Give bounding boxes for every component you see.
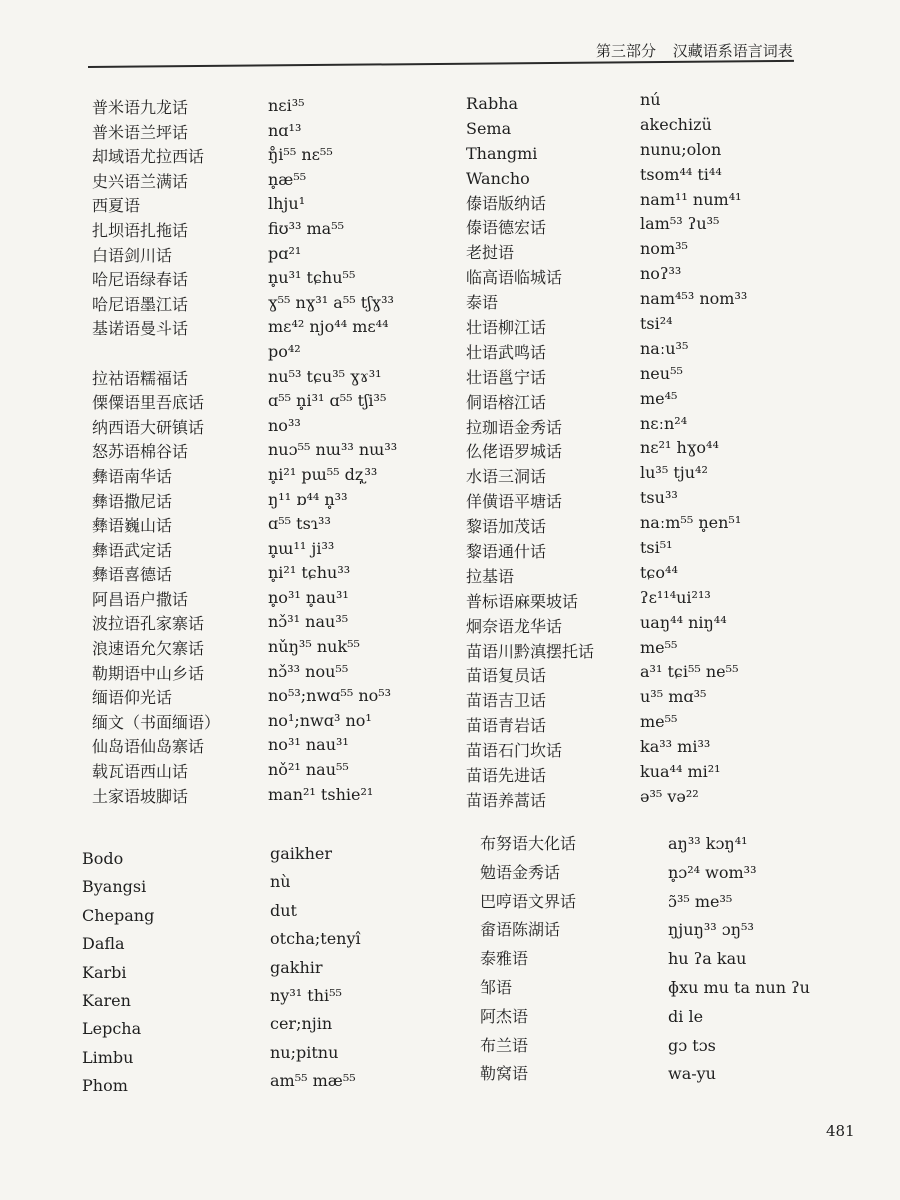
table-cell: akechizü: [640, 114, 712, 134]
table-cell: 仫佬语罗城话: [466, 442, 563, 462]
table-cell: 佯僙语平塘话: [466, 492, 563, 512]
table-cell: nu;pitnu: [270, 1042, 339, 1062]
table-cell: 拉珈语金秀话: [466, 417, 563, 437]
table-cell: 勒期语中山乡话: [92, 663, 205, 683]
table-cell: 炯奈语龙华话: [466, 616, 563, 636]
table-cell: 黎语加茂话: [466, 517, 547, 537]
table-cell: ŋ̊i⁵⁵ nɛ⁵⁵: [268, 145, 333, 165]
table-cell: 泰语: [466, 293, 499, 313]
table-cell: 彝语喜德话: [92, 565, 173, 585]
table-cell: 哈尼语墨江话: [92, 294, 189, 314]
table-cell: Phom: [82, 1076, 128, 1096]
table-cell: u³⁵ mɑ³⁵: [640, 687, 707, 707]
page-header: [596, 40, 816, 61]
lower-left-names-column: [82, 845, 154, 1101]
table-cell: 布努语大化话: [480, 834, 577, 853]
table-cell: hu ʔa kau: [668, 949, 747, 969]
table-cell: Rabha: [466, 94, 519, 113]
table-cell: Sema: [466, 118, 512, 138]
table-cell: kua⁴⁴ mi²¹: [640, 762, 721, 782]
table-cell: ɸxu mu ta nun ʔu: [668, 977, 810, 997]
right-forms-column: [640, 88, 747, 810]
table-cell: ɔ̃³⁵ me³⁵: [668, 891, 733, 911]
table-cell: 阿杰语: [480, 1006, 529, 1026]
table-cell: ŋjuŋ³³ ɔŋ⁵³: [668, 920, 754, 940]
table-cell: no³¹ nau³¹: [268, 735, 349, 755]
table-cell: 史兴语兰满话: [92, 171, 189, 191]
table-cell: Limbu: [82, 1047, 134, 1067]
table-cell: naːm⁵⁵ n̥en⁵¹: [640, 513, 742, 533]
table-cell: gɔ tɔs: [668, 1035, 716, 1055]
table-cell: ny³¹ thi⁵⁵: [270, 985, 342, 1005]
table-cell: 布兰语: [480, 1035, 529, 1055]
table-cell: 却域语尤拉西话: [92, 147, 205, 167]
table-cell: aŋ³³ kɔŋ⁴¹: [668, 834, 748, 853]
table-cell: 泰雅语: [480, 949, 529, 969]
table-cell: 傈僳语里吾底话: [92, 393, 205, 413]
page-number: 481: [826, 1122, 855, 1140]
table-cell: man²¹ tshie²¹: [268, 784, 374, 804]
table-cell: Karen: [82, 990, 131, 1010]
table-cell: nɛːn²⁴: [640, 413, 688, 433]
right-names-column: [466, 92, 594, 814]
table-cell: 彝语巍山话: [92, 516, 173, 536]
table-cell: nam⁴⁵³ nom³³: [640, 289, 748, 309]
table-cell: am⁵⁵ mæ⁵⁵: [270, 1071, 356, 1091]
table-cell: 壮语柳江话: [466, 318, 547, 338]
table-cell: lu³⁵ tju⁴²: [640, 463, 708, 483]
table-cell: no⁵³;nwɑ⁵⁵ no⁵³: [268, 686, 392, 706]
table-cell: Dafla: [82, 934, 125, 954]
table-cell: nù: [270, 872, 291, 892]
table-cell: 苗语青岩话: [466, 716, 547, 736]
table-cell: no¹;nwɑ³ no¹: [268, 710, 372, 730]
table-cell: 苗语养蒿话: [466, 790, 547, 810]
table-cell: a³¹ tɕi⁵⁵ ne⁵⁵: [640, 662, 739, 682]
table-cell: me⁵⁵: [640, 712, 678, 732]
table-cell: 土家语坡脚话: [92, 786, 189, 806]
table-cell: Bodo: [82, 849, 124, 868]
table-cell: nɔ̌³³ nou⁵⁵: [268, 661, 349, 681]
table-cell: 纳西语大研镇话: [92, 417, 205, 437]
table-cell: 苗语吉卫话: [466, 691, 547, 711]
table-cell: 普米语九龙话: [92, 98, 189, 117]
table-cell: nǔŋ³⁵ nuk⁵⁵: [268, 637, 360, 657]
table-cell: nu⁵³ tɕu³⁵ ɣɤ³¹: [268, 366, 382, 386]
table-cell: noʔ³³: [640, 264, 682, 284]
table-cell: n̥i²¹ pɯ⁵⁵ dʐ̩³³: [268, 464, 378, 484]
table-cell: 临高语临城话: [466, 268, 563, 288]
table-cell: 畲语陈湖话: [480, 920, 561, 940]
table-cell: 浪速语允欠寨话: [92, 639, 205, 659]
table-cell: 拉祜语糯福话: [92, 368, 189, 388]
table-cell: 傣语德宏话: [466, 218, 547, 238]
table-cell: ʔɛ¹¹⁴ui²¹³: [640, 587, 711, 607]
table-cell: me⁵⁵: [640, 637, 678, 657]
table-cell: ŋ¹¹ ɒ⁴⁴ n̥³³: [268, 489, 348, 509]
table-cell: 苗语石门坎话: [466, 741, 563, 761]
table-cell: n̥o³¹ n̥au³¹: [268, 587, 349, 607]
table-cell: otcha;tenyî: [270, 929, 361, 949]
header-title: 汉藏语系语言词表: [672, 42, 793, 60]
table-cell: 苗语先进话: [466, 766, 547, 786]
table-cell: 基诺语曼斗话: [92, 319, 189, 339]
table-cell: n̥ɯ¹¹ ji³³: [268, 538, 335, 558]
table-cell: no³³: [268, 415, 301, 435]
table-cell: 哈尼语绿春话: [92, 270, 189, 290]
table-cell: nɔ̌³¹ nau³⁵: [268, 612, 349, 632]
table-cell: tɕo⁴⁴: [640, 562, 678, 582]
table-cell: 壮语邕宁话: [466, 367, 547, 387]
table-cell: 缅语仰光话: [92, 688, 173, 708]
table-cell: lhju¹: [268, 194, 306, 214]
table-cell: 拉基语: [466, 566, 515, 586]
table-cell: nunu;olon: [640, 139, 722, 159]
table-cell: nú: [640, 90, 661, 109]
table-cell: 彝语武定话: [92, 540, 173, 560]
table-cell: wa-yu: [668, 1064, 716, 1084]
lower-right-names-column: [480, 830, 576, 1089]
table-cell: 缅文（书面缅语）: [92, 712, 221, 732]
table-cell: fiʊ³³ ma⁵⁵: [268, 218, 345, 238]
table-cell: n̥u³¹ tɕhu⁵⁵: [268, 268, 356, 288]
table-cell: 怒苏语棉谷话: [92, 442, 189, 462]
table-cell: gakhir: [270, 957, 323, 977]
table-cell: nɛ²¹ hɣo⁴⁴: [640, 438, 719, 458]
table-cell: Chepang: [82, 905, 155, 925]
table-cell: 壮语武鸣话: [466, 342, 547, 362]
table-cell: 苗语川黔滇摆托话: [466, 641, 595, 661]
table-cell: nam¹¹ num⁴¹: [640, 189, 742, 209]
table-cell: ɣ⁵⁵ nɣ³¹ a⁵⁵ tʃɣ³³: [268, 292, 394, 312]
header-part: 第三部分: [596, 42, 657, 60]
table-cell: tsom⁴⁴ ti⁴⁴: [640, 164, 722, 184]
table-cell: dut: [270, 900, 297, 920]
table-cell: 普米语兰坪话: [92, 122, 189, 142]
table-cell: gaikher: [270, 844, 333, 863]
table-cell: tsi²⁴: [640, 314, 673, 334]
table-cell: 仙岛语仙岛寨话: [92, 737, 205, 757]
table-cell: 勉语金秀话: [480, 862, 561, 882]
table-cell: 载瓦语西山话: [92, 762, 189, 782]
table-cell: tsi⁵¹: [640, 538, 673, 558]
table-cell: lam⁵³ ʔu³⁵: [640, 214, 720, 234]
table-cell: nǒ²¹ nau⁵⁵: [268, 760, 349, 780]
table-cell: 侗语榕江话: [466, 392, 547, 412]
table-cell: 傣语版纳话: [466, 193, 547, 213]
table-cell: n̥ɔ²⁴ wom³³: [668, 862, 757, 882]
table-cell: 扎坝语扎拖话: [92, 220, 189, 240]
table-cell: 苗语复员话: [466, 666, 547, 686]
header-rule: [88, 60, 794, 68]
table-cell: di le: [668, 1006, 704, 1026]
table-cell: n̥i²¹ tɕhu³³: [268, 563, 351, 583]
table-cell: Lepcha: [82, 1019, 142, 1039]
table-cell: Thangmi: [466, 143, 538, 163]
table-cell: pɑ²¹: [268, 243, 302, 263]
table-cell: nuɔ⁵⁵ nɯ³³ nɯ³³: [268, 440, 398, 460]
table-cell: cer;njin: [270, 1014, 333, 1034]
table-cell: 白语剑川话: [92, 245, 173, 265]
table-cell: n̥æ⁵⁵: [268, 169, 307, 189]
table-cell: 水语三洞话: [466, 467, 547, 487]
table-cell: nɛi³⁵: [268, 96, 305, 115]
left-names-column: [92, 96, 220, 809]
table-cell: 彝语南华话: [92, 466, 173, 486]
table-cell: neu⁵⁵: [640, 363, 683, 383]
lower-right-forms-column: [668, 830, 810, 1089]
table-cell: 勒窝语: [480, 1064, 529, 1084]
table-cell: naːu³⁵: [640, 338, 689, 358]
table-cell: Karbi: [82, 962, 127, 982]
table-cell: 彝语撒尼话: [92, 491, 173, 511]
table-cell: 西夏语: [92, 196, 141, 216]
table-cell: 普标语麻栗坡话: [466, 591, 579, 611]
table-cell: 老挝语: [466, 243, 515, 263]
table-cell: 阿昌语户撒话: [92, 589, 189, 609]
table-cell: ka³³ mi³³: [640, 737, 711, 757]
table-cell: 黎语通什话: [466, 542, 547, 562]
table-cell: ɑ⁵⁵ n̥i³¹ ɑ⁵⁵ tʃi³⁵: [268, 391, 387, 411]
table-cell: [92, 342, 220, 367]
table-cell: tsu³³: [640, 488, 678, 508]
table-cell: Byangsi: [82, 877, 147, 897]
table-cell: nɑ¹³: [268, 120, 302, 140]
table-cell: 巴哼语文界话: [480, 891, 577, 911]
table-cell: Wancho: [466, 168, 530, 188]
lower-left-forms-column: [270, 840, 361, 1096]
table-cell: ɑ⁵⁵ tsɿ³³: [268, 514, 331, 534]
table-cell: me⁴⁵: [640, 388, 678, 408]
table-cell: 波拉语孔家寨话: [92, 614, 205, 634]
table-cell: mɛ⁴² njo⁴⁴ mɛ⁴⁴: [268, 317, 389, 337]
table-cell: nom³⁵: [640, 239, 688, 259]
table-cell: 邹语: [480, 977, 513, 997]
left-forms-column: [268, 94, 397, 807]
table-cell: ə³⁵ və²²: [640, 786, 699, 806]
table-cell: uaŋ⁴⁴ niŋ⁴⁴: [640, 612, 727, 632]
table-cell: po⁴²: [268, 341, 301, 361]
